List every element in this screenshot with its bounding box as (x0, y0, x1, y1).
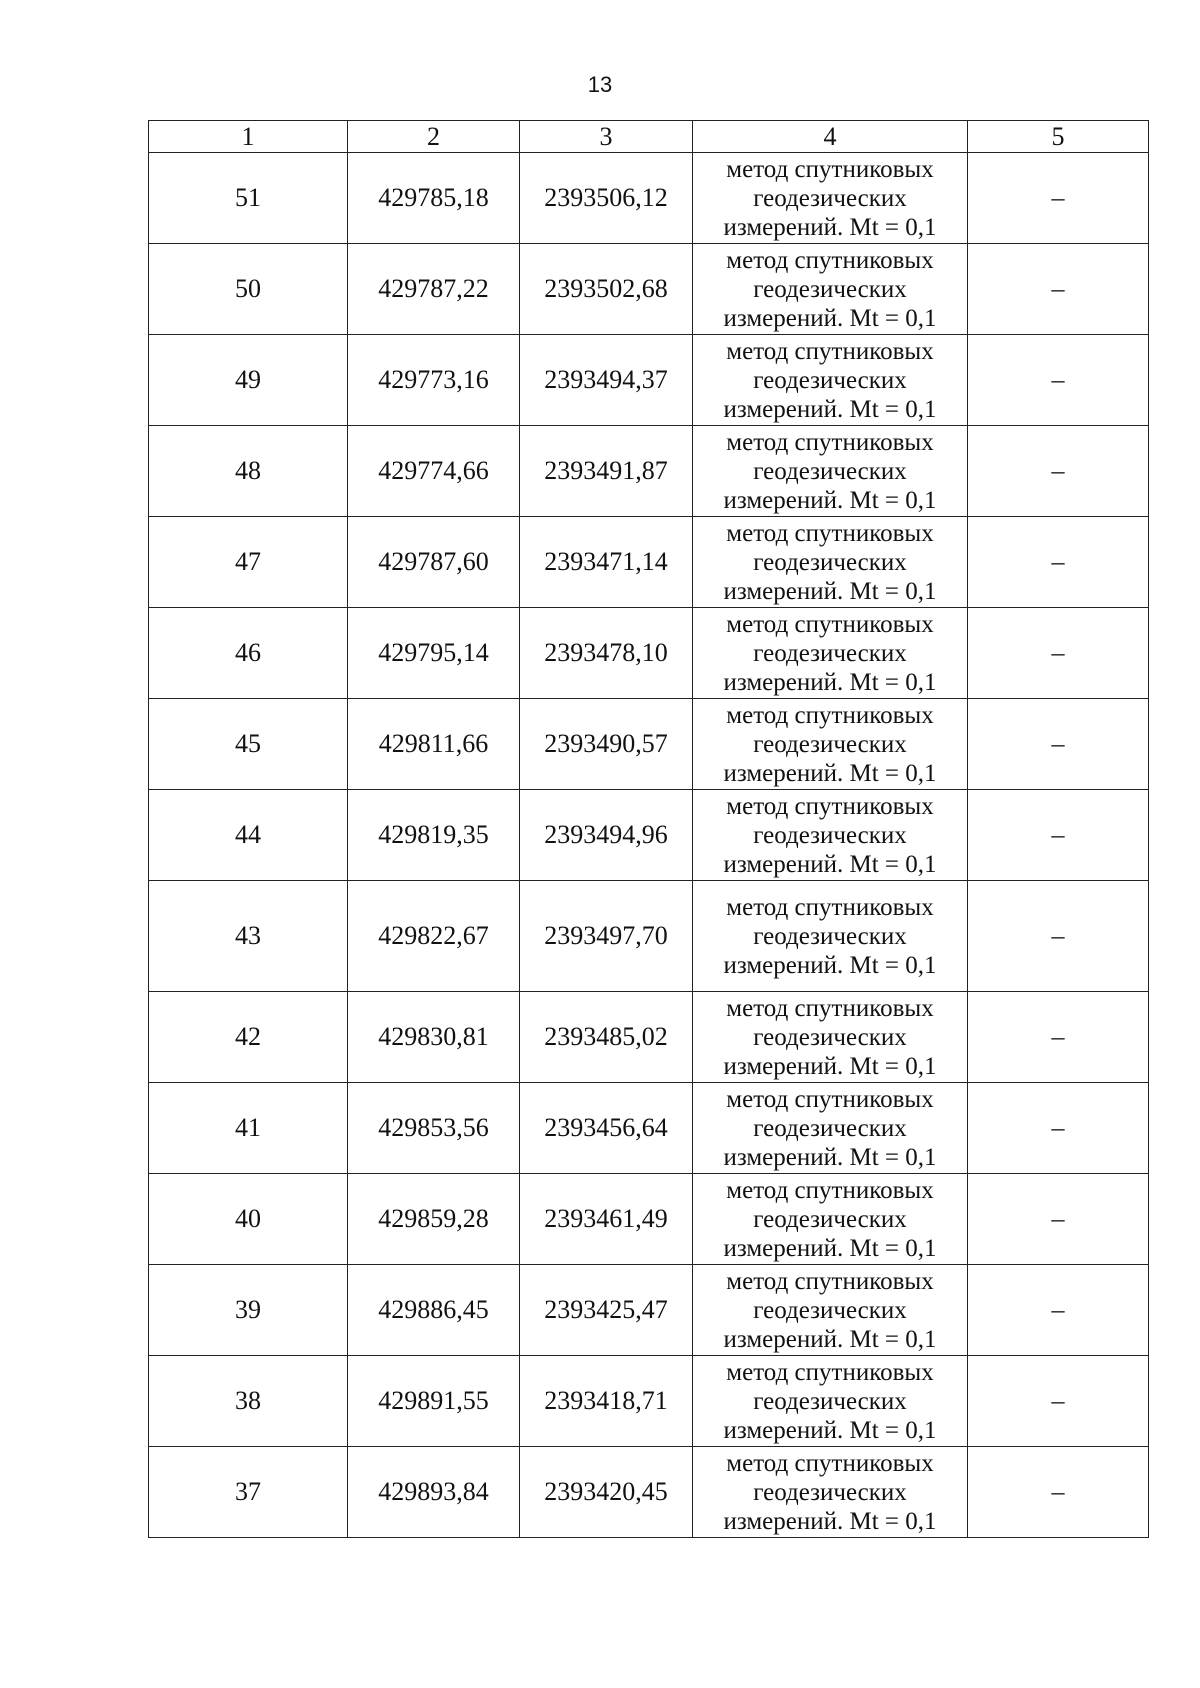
page-number: 13 (587, 72, 613, 97)
table-row (149, 335, 1149, 426)
table-header (149, 121, 1149, 153)
method-line-2: геодезических (753, 1296, 907, 1324)
y-coordinate-cell: 2393502,68 (520, 244, 693, 335)
method-line-3: измерений. Mt = 0,1 (723, 1416, 937, 1444)
method-line-1: метод спутниковых (726, 701, 934, 729)
method-line-3: измерений. Mt = 0,1 (723, 1143, 937, 1171)
method-line-3: измерений. Mt = 0,1 (723, 213, 937, 241)
y-coordinate-cell: 2393485,02 (520, 992, 693, 1083)
method-line-3: измерений. Mt = 0,1 (723, 1507, 937, 1535)
x-coordinate-cell: 429787,22 (348, 244, 520, 335)
x-coordinate-cell: 429893,84 (348, 1447, 520, 1538)
point-number-cell: 41 (149, 1083, 348, 1174)
method-line-1: метод спутниковых (726, 1267, 934, 1295)
method-cell (693, 1083, 968, 1174)
coordinates-table (148, 120, 1149, 1538)
method-line-1: метод спутниковых (726, 994, 934, 1022)
method-cell (693, 1174, 968, 1265)
method-line-3: измерений. Mt = 0,1 (723, 395, 937, 423)
method-line-3: измерений. Mt = 0,1 (723, 1052, 937, 1080)
y-coordinate-cell: 2393425,47 (520, 1265, 693, 1356)
y-coordinate-cell: 2393418,71 (520, 1356, 693, 1447)
point-number-cell: 45 (149, 699, 348, 790)
point-number-cell: 50 (149, 244, 348, 335)
method-line-3: измерений. Mt = 0,1 (723, 668, 937, 696)
method-line-3: измерений. Mt = 0,1 (723, 850, 937, 878)
note-cell: – (968, 699, 1149, 790)
point-number-cell: 46 (149, 608, 348, 699)
point-number-cell: 44 (149, 790, 348, 881)
x-coordinate-cell: 429822,67 (348, 881, 520, 992)
note-cell: – (968, 881, 1149, 992)
method-cell (693, 881, 968, 992)
y-coordinate-cell: 2393491,87 (520, 426, 693, 517)
note-cell: – (968, 608, 1149, 699)
method-cell (693, 1265, 968, 1356)
point-number-cell: 47 (149, 517, 348, 608)
y-coordinate-cell: 2393420,45 (520, 1447, 693, 1538)
method-line-2: геодезических (753, 457, 907, 485)
method-line-2: геодезических (753, 821, 907, 849)
method-line-1: метод спутниковых (726, 1176, 934, 1204)
x-coordinate-cell: 429859,28 (348, 1174, 520, 1265)
header-col-2: 2 (348, 121, 520, 153)
method-line-2: геодезических (753, 184, 907, 212)
method-line-1: метод спутниковых (726, 337, 934, 365)
method-line-1: метод спутниковых (726, 1358, 934, 1386)
method-cell (693, 1447, 968, 1538)
method-line-2: геодезических (753, 1387, 907, 1415)
x-coordinate-cell: 429891,55 (348, 1356, 520, 1447)
point-number-cell: 38 (149, 1356, 348, 1447)
x-coordinate-cell: 429819,35 (348, 790, 520, 881)
table-row (149, 244, 1149, 335)
note-cell: – (968, 1447, 1149, 1538)
method-line-1: метод спутниковых (726, 893, 934, 921)
method-line-2: геодезических (753, 730, 907, 758)
method-line-2: геодезических (753, 548, 907, 576)
method-line-1: метод спутниковых (726, 792, 934, 820)
method-line-3: измерений. Mt = 0,1 (723, 1234, 937, 1262)
y-coordinate-cell: 2393478,10 (520, 608, 693, 699)
table-row (149, 1447, 1149, 1538)
note-cell: – (968, 426, 1149, 517)
header-col-4: 4 (693, 121, 968, 153)
method-line-1: метод спутниковых (726, 428, 934, 456)
x-coordinate-cell: 429795,14 (348, 608, 520, 699)
method-line-1: метод спутниковых (726, 610, 934, 638)
method-line-1: метод спутниковых (726, 246, 934, 274)
y-coordinate-cell: 2393506,12 (520, 153, 693, 244)
note-cell: – (968, 244, 1149, 335)
note-cell: – (968, 1356, 1149, 1447)
table-row (149, 790, 1149, 881)
header-row (149, 121, 1149, 153)
note-cell: – (968, 1083, 1149, 1174)
y-coordinate-cell: 2393461,49 (520, 1174, 693, 1265)
table-row (149, 1265, 1149, 1356)
table-row (149, 608, 1149, 699)
table-row (149, 426, 1149, 517)
method-line-2: геодезических (753, 1023, 907, 1051)
x-coordinate-cell: 429773,16 (348, 335, 520, 426)
method-cell (693, 426, 968, 517)
method-cell (693, 244, 968, 335)
note-cell: – (968, 153, 1149, 244)
x-coordinate-cell: 429785,18 (348, 153, 520, 244)
note-cell: – (968, 1174, 1149, 1265)
method-line-3: измерений. Mt = 0,1 (723, 759, 937, 787)
point-number-cell: 39 (149, 1265, 348, 1356)
method-line-3: измерений. Mt = 0,1 (723, 1325, 937, 1353)
x-coordinate-cell: 429886,45 (348, 1265, 520, 1356)
note-cell: – (968, 1265, 1149, 1356)
method-line-2: геодезических (753, 1114, 907, 1142)
method-line-2: геодезических (753, 639, 907, 667)
point-number-cell: 48 (149, 426, 348, 517)
y-coordinate-cell: 2393497,70 (520, 881, 693, 992)
note-cell: – (968, 992, 1149, 1083)
method-line-3: измерений. Mt = 0,1 (723, 577, 937, 605)
point-number-cell: 49 (149, 335, 348, 426)
method-cell (693, 699, 968, 790)
method-line-3: измерений. Mt = 0,1 (723, 486, 937, 514)
x-coordinate-cell: 429774,66 (348, 426, 520, 517)
table-body (149, 153, 1149, 1538)
y-coordinate-cell: 2393494,96 (520, 790, 693, 881)
header-col-3: 3 (520, 121, 693, 153)
point-number-cell: 40 (149, 1174, 348, 1265)
method-line-3: измерений. Mt = 0,1 (723, 951, 937, 979)
method-line-2: геодезических (753, 275, 907, 303)
point-number-cell: 37 (149, 1447, 348, 1538)
point-number-cell: 43 (149, 881, 348, 992)
method-line-2: геодезических (753, 1205, 907, 1233)
point-number-cell: 42 (149, 992, 348, 1083)
y-coordinate-cell: 2393456,64 (520, 1083, 693, 1174)
header-col-5: 5 (968, 121, 1149, 153)
y-coordinate-cell: 2393471,14 (520, 517, 693, 608)
method-cell (693, 153, 968, 244)
method-line-1: метод спутниковых (726, 155, 934, 183)
x-coordinate-cell: 429830,81 (348, 992, 520, 1083)
header-col-1: 1 (149, 121, 348, 153)
method-line-1: метод спутниковых (726, 519, 934, 547)
x-coordinate-cell: 429853,56 (348, 1083, 520, 1174)
y-coordinate-cell: 2393494,37 (520, 335, 693, 426)
table-row (149, 1356, 1149, 1447)
table-row (149, 517, 1149, 608)
method-line-1: метод спутниковых (726, 1449, 934, 1477)
method-cell (693, 790, 968, 881)
method-cell (693, 1356, 968, 1447)
method-line-2: геодезических (753, 1478, 907, 1506)
x-coordinate-cell: 429811,66 (348, 699, 520, 790)
note-cell: – (968, 517, 1149, 608)
method-cell (693, 992, 968, 1083)
note-cell: – (968, 335, 1149, 426)
method-cell (693, 608, 968, 699)
table-row (149, 1083, 1149, 1174)
method-line-1: метод спутниковых (726, 1085, 934, 1113)
note-cell: – (968, 790, 1149, 881)
table-row (149, 699, 1149, 790)
method-cell (693, 335, 968, 426)
table-row (149, 881, 1149, 992)
method-line-3: измерений. Mt = 0,1 (723, 304, 937, 332)
method-line-2: геодезических (753, 922, 907, 950)
method-cell (693, 517, 968, 608)
point-number-cell: 51 (149, 153, 348, 244)
table-row (149, 1174, 1149, 1265)
table-row (149, 153, 1149, 244)
table-row (149, 992, 1149, 1083)
x-coordinate-cell: 429787,60 (348, 517, 520, 608)
y-coordinate-cell: 2393490,57 (520, 699, 693, 790)
method-line-2: геодезических (753, 366, 907, 394)
